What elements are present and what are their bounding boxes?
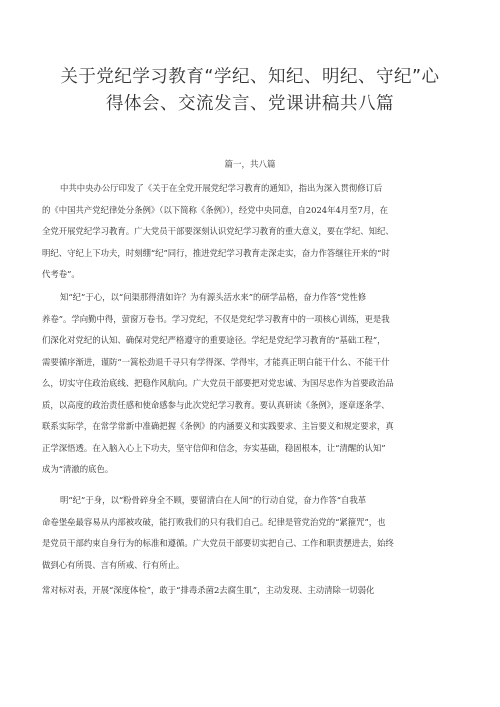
text-line: 的《中国共产党纪律处分条例》（以下简称《条例》），经党中央同意，自2024年4月至7月，在: [42, 204, 389, 215]
text-line: 明“纪”于身，以“粉骨碎身全不顾，要留清白在人间”的行动自觉，奋力作答“自我革: [60, 495, 367, 505]
paragraph-1: [42, 178, 462, 286]
text-line: 们深化对党纪的认知、确保对党纪严格遵守的重要途径。学纪是党纪学习教育的“基础工程”，: [42, 335, 386, 345]
text-line: 成为“清澈的底色。: [42, 464, 114, 474]
document-title: [50, 64, 450, 118]
text-line: 做到心有所畏、言有所戒、行有所止。: [42, 559, 185, 570]
text-line: 代考卷”。: [42, 269, 80, 279]
text-line: 常对标对表，开展“深度体检”，敢于“排毒杀菌2去腐生肌”，主动发现、主动清除一切弱化: [42, 585, 375, 595]
text-line: 质，以高度的政治责任感和使命感参与此次党纪学习教育。要认真研读《条例》，逐章逐条学、: [42, 399, 390, 410]
text-line: 正学深悟透。在入脑入心上下功夫，坚守信仰和信念，夯实基础，稳固根本，让“清醒的认知”: [42, 442, 386, 453]
paragraph-2: [42, 287, 462, 481]
section-heading: 篇一，共八篇: [224, 160, 276, 170]
text-line: 命卷堡垒最容易从内部被攻破，能打败我们的只有我们自己。纪律是管党治党的“紧箍咒”，也: [42, 516, 386, 527]
text-line: 明纪、守纪上下功夫，时刻绷“纪”同行，推进党纪学习教育走深走实，奋力作答继往开来的“时: [42, 247, 390, 258]
title-line: 关于党纪学习教育“学纪、知纪、明纪、守纪”心: [60, 67, 440, 87]
text-line: 么，切实守住政治底线、把稳作风航向。广大党员干部要把对党忠诚、为国尽忠作为首要政治品: [42, 378, 394, 388]
paragraph-3: [42, 490, 462, 576]
text-line: 全党开展党纪学习教育。广大党员干部要深刻认识党纪学习教育的重大意义，要在学纪、知纪、: [42, 226, 394, 236]
title-line: 得体会、交流发言、党课讲稿共八篇: [106, 94, 394, 114]
paragraph-4: [42, 580, 462, 602]
text-line: 知“纪”于心，以“问渠那得清如许？为有源头活水来”的研学品格，奋力作答“党性修: [60, 292, 367, 302]
text-line: 养卷”。学向勤中得，萤窗万卷书。学习党纪，不仅是党纪学习教育中的一项核心训练，更是我: [42, 313, 390, 324]
text-line: 中共中央办公厅印发了《关于在全党开展党纪学习教育的通知》，指出为深入贯彻修订后: [60, 183, 383, 193]
text-line: 需要循序渐进，谨防“一篙松劲退千寻只有学得深、学得牢，才能真正明白能干什么、不能干什: [42, 356, 390, 367]
text-line: 是党员干部约束自身行为的标准和遵循。广大党员干部要切实把自己、工作和职责摆进去，始终: [42, 538, 394, 548]
text-line: 联系实际学，在常学常新中准确把握《条例》的内涵要义和实践要求、主旨要义和规定要求，真: [42, 421, 394, 431]
